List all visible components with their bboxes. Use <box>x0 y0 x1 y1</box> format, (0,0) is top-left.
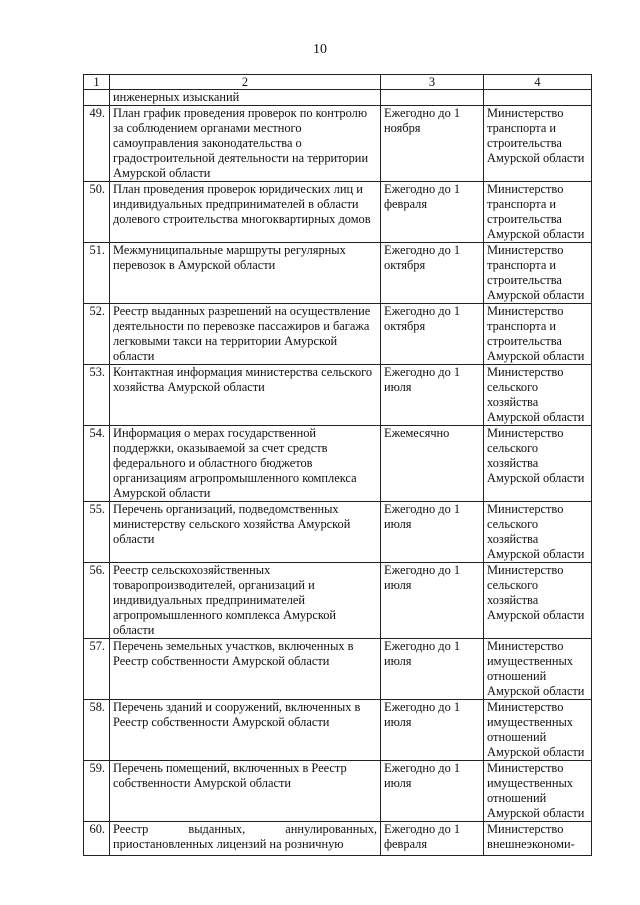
row-number: 49. <box>84 106 110 182</box>
table-row <box>84 182 592 243</box>
row-organization: Министерство имущественных отношений Амурской области <box>484 700 592 761</box>
row-document-name: Перечень организаций, подведомственных министерству сельского хозяйства Амурской области <box>110 502 381 563</box>
row-document-name: Перечень помещений, включенных в Реестр собственности Амурской области <box>110 761 381 822</box>
row-period: Ежегодно до 1 июля <box>381 639 484 700</box>
row-organization: Министерство транспорта и строительства Амурской области <box>484 182 592 243</box>
row-period: Ежегодно до 1 июля <box>381 761 484 822</box>
row-period: Ежегодно до 1 октября <box>381 304 484 365</box>
column-header-4: 4 <box>484 75 592 90</box>
row-organization: Министерство сельского хозяйства Амурской области <box>484 365 592 426</box>
row-organization: Министерство имущественных отношений Амурской области <box>484 761 592 822</box>
table-row <box>84 304 592 365</box>
page-number: 10 <box>313 42 327 57</box>
table-row <box>84 639 592 700</box>
row-document-name: Информация о мерах государственной поддержки, оказываемой за счет средств федерального и областного бюджетов организациям агропромышленного комплекса Амурской области <box>110 426 381 502</box>
row-document-name: Контактная информация министерства сельского хозяйства Амурской области <box>110 365 381 426</box>
row-period: Ежегодно до 1 февраля <box>381 822 484 856</box>
row-document-name: Реестр выданных разрешений на осуществление деятельности по перевозке пассажиров и багажа легковыми такси на территории Амурской области <box>110 304 381 365</box>
table-row <box>84 563 592 639</box>
table-row <box>84 761 592 822</box>
table-header-row <box>84 75 592 90</box>
row-number: 55. <box>84 502 110 563</box>
row-number: 52. <box>84 304 110 365</box>
row-document-name: Перечень зданий и сооружений, включенных в Реестр собственности Амурской области <box>110 700 381 761</box>
column-header-2: 2 <box>110 75 381 90</box>
row-document-name: План график проведения проверок по контролю за соблюдением органами местного самоуправления законодательства о градостроительной деятельности на территории Амурской области <box>110 106 381 182</box>
row-period <box>381 90 484 106</box>
table-row <box>84 365 592 426</box>
row-period: Ежемесячно <box>381 426 484 502</box>
row-number: 60. <box>84 822 110 856</box>
column-header-1: 1 <box>84 75 110 90</box>
table-row <box>84 502 592 563</box>
row-number: 59. <box>84 761 110 822</box>
row-period: Ежегодно до 1 июля <box>381 563 484 639</box>
row-number <box>84 90 110 106</box>
row-organization: Министерство сельского хозяйства Амурской области <box>484 426 592 502</box>
row-organization: Министерство сельского хозяйства Амурской области <box>484 502 592 563</box>
row-period: Ежегодно до 1 февраля <box>381 182 484 243</box>
table-row <box>84 822 592 856</box>
document-table <box>83 74 592 856</box>
row-organization: Министерство транспорта и строительства Амурской области <box>484 106 592 182</box>
row-number: 53. <box>84 365 110 426</box>
row-period: Ежегодно до 1 июля <box>381 502 484 563</box>
table-row <box>84 426 592 502</box>
row-organization <box>484 90 592 106</box>
row-period: Ежегодно до 1 октября <box>381 243 484 304</box>
row-document-name: Реестр выданных, аннулированных, приостановленных лицензий на розничную <box>110 822 381 856</box>
row-number: 58. <box>84 700 110 761</box>
table-row <box>84 243 592 304</box>
row-organization: Министерство сельского хозяйства Амурской области <box>484 563 592 639</box>
row-document-name: Реестр сельскохозяйственных товаропроизводителей, организаций и индивидуальных предпринимателей агропромышленного комплекса Амурской области <box>110 563 381 639</box>
row-document-name: Межмуниципальные маршруты регулярных перевозок в Амурской области <box>110 243 381 304</box>
row-number: 50. <box>84 182 110 243</box>
table-row <box>84 90 592 106</box>
row-period: Ежегодно до 1 июля <box>381 700 484 761</box>
row-document-name: Перечень земельных участков, включенных в Реестр собственности Амурской области <box>110 639 381 700</box>
row-number: 56. <box>84 563 110 639</box>
row-period: Ежегодно до 1 июля <box>381 365 484 426</box>
table-row <box>84 106 592 182</box>
row-organization: Министерство транспорта и строительства Амурской области <box>484 243 592 304</box>
row-document-name: План проведения проверок юридических лиц и индивидуальных предпринимателей в области долевого строительства многоквартирных домов <box>110 182 381 243</box>
row-number: 51. <box>84 243 110 304</box>
column-header-3: 3 <box>381 75 484 90</box>
row-number: 57. <box>84 639 110 700</box>
row-organization: Министерство имущественных отношений Амурской области <box>484 639 592 700</box>
table-row <box>84 700 592 761</box>
row-organization: Министерство транспорта и строительства Амурской области <box>484 304 592 365</box>
row-organization: Министерство внешнеэкономи- <box>484 822 592 856</box>
row-document-name: инженерных изысканий <box>110 90 381 106</box>
row-period: Ежегодно до 1 ноября <box>381 106 484 182</box>
row-number: 54. <box>84 426 110 502</box>
